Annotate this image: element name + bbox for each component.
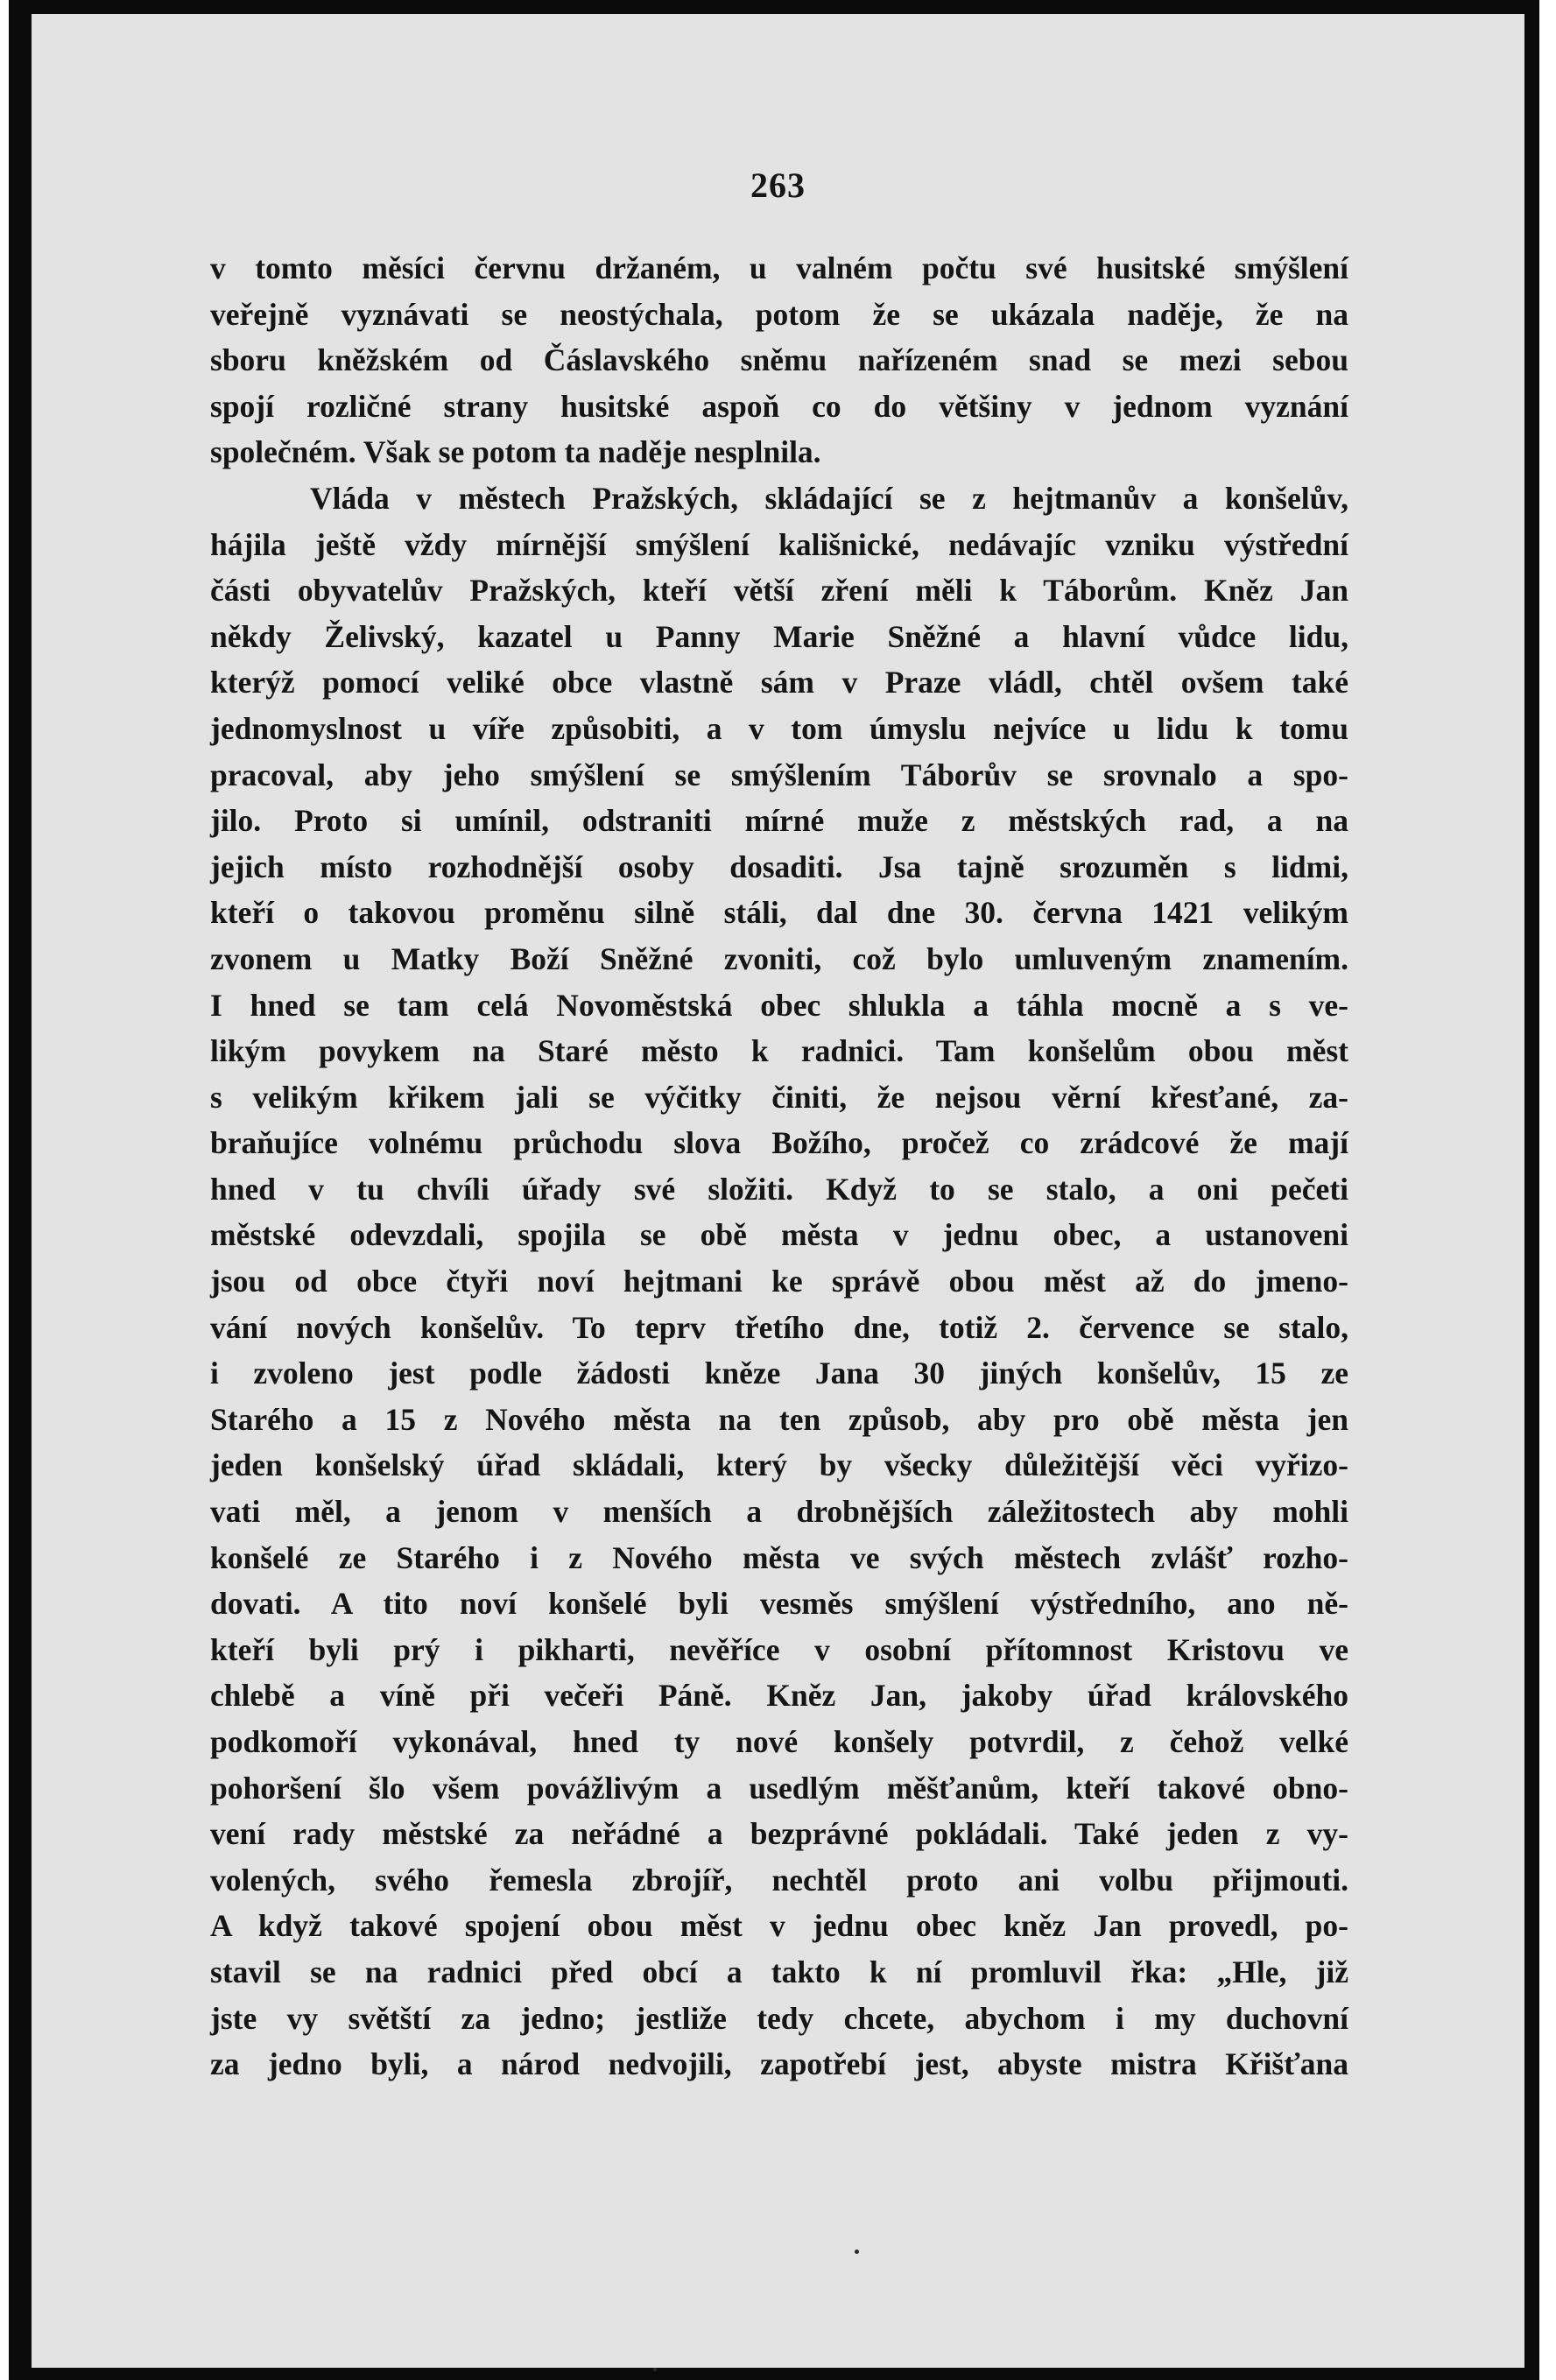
text-line: jeden konšelský úřad skládali, který by všecky důležitější věci vyřizo-	[210, 1447, 1348, 1483]
page-number: 263	[750, 165, 806, 205]
text-line: jste vy světští za jedno; jestliže tedy chcete, abychom i my duchovní	[210, 2000, 1348, 2036]
text-line: konšelé ze Starého i z Nového města ve svých městech zvlášť rozho-	[210, 1539, 1348, 1575]
text-line: i zvoleno jest podle žádosti kněze Jana 30 jiných konšelův, 15 ze	[210, 1355, 1348, 1391]
text-line: veřejně vyznávati se neostýchala, potom že se ukázala naděje, že na	[210, 296, 1348, 332]
book-page	[32, 14, 1524, 2368]
text-line: jsou od obce čtyři noví hejtmani ke správě obou měst až do jmeno-	[210, 1264, 1348, 1299]
paper-speck	[855, 2250, 859, 2254]
text-line: s velikým křikem jali se výčitky činiti, že nejsou věrní křesťané, za-	[210, 1079, 1348, 1115]
text-line: někdy Želivský, kazatel u Panny Marie Sněžné a hlavní vůdce lidu,	[210, 618, 1348, 654]
text-line: pracoval, aby jeho smýšlení se smýšlením Táborův se srovnalo a spo-	[210, 757, 1348, 792]
text-line: volených, svého řemesla zbrojíř, nechtěl proto ani volbu přijmouti.	[210, 1862, 1348, 1898]
text-line: Vláda v městech Pražských, skládající se z hejtmanův a konšelův,	[310, 480, 1348, 516]
text-line: společném. Však se potom ta naděje nesplnila.	[210, 434, 821, 470]
scan-border	[9, 0, 1539, 2380]
text-line: kteří o takovou proměnu silně stáli, dal dne 30. června 1421 velikým	[210, 895, 1348, 931]
text-line: sboru kněžském od Čáslavského sněmu nařízeném snad se mezi sebou	[210, 342, 1348, 378]
text-line: pohoršení šlo všem povážlivým a usedlým měšťanům, kteří takové obno-	[210, 1770, 1348, 1806]
text-line: kteří byli prý i pikharti, nevěříce v osobní přítomnost Kristovu ve	[210, 1631, 1348, 1667]
paper-speck	[653, 2368, 657, 2371]
text-line: hned v tu chvíli úřady své složiti. Když to se stalo, a oni pečeti	[210, 1171, 1348, 1207]
text-line: jilo. Proto si umínil, odstraniti mírné muže z městských rad, a na	[210, 803, 1348, 839]
text-line: hájila ještě vždy mírnější smýšlení kališnické, nedávajíc vzniku výstřední	[210, 526, 1348, 562]
text-line: Starého a 15 z Nového města na ten způsob, aby pro obě města jen	[210, 1401, 1348, 1437]
text-line: městské odevzdali, spojila se obě města v jednu obec, a ustanoveni	[210, 1217, 1348, 1253]
text-line: části obyvatelův Pražských, kteří větší zření měli k Táborům. Kněz Jan	[210, 573, 1348, 609]
text-line: dovati. A tito noví konšelé byli vesměs smýšlení výstředního, ano ně-	[210, 1586, 1348, 1622]
text-line: kterýž pomocí veliké obce vlastně sám v Praze vládl, chtěl ovšem také	[210, 665, 1348, 701]
text-line: jejich místo rozhodnější osoby dosaditi. Jsa tajně srozuměn s lidmi,	[210, 848, 1348, 884]
text-line: spojí rozličné strany husitské aspoň co do většiny v jednom vyznání	[210, 388, 1348, 424]
text-line: braňujíce volnému průchodu slova Božího, pročež co zrádcové že mají	[210, 1125, 1348, 1161]
text-line: v tomto měsíci červnu držaném, u valném počtu své husitské smýšlení	[210, 250, 1348, 285]
text-line: chlebě a víně při večeři Páně. Kněz Jan, jakoby úřad královského	[210, 1678, 1348, 1714]
body-text	[210, 245, 1348, 2088]
text-line: podkomoří vykonával, hned ty nové konšely potvrdil, z čehož velké	[210, 1724, 1348, 1759]
text-line: za jedno byli, a národ nedvojili, zapotřebí jest, abyste mistra Křišťana	[210, 2046, 1348, 2082]
text-line: vati měl, a jenom v menších a drobnějších záležitostech aby mohli	[210, 1494, 1348, 1530]
text-line: zvonem u Matky Boží Sněžné zvoniti, což bylo umluveným znamením.	[210, 940, 1348, 976]
text-line: vání nových konšelův. To teprv třetího dne, totiž 2. července se stalo,	[210, 1309, 1348, 1345]
text-line: jednomyslnost u víře způsobiti, a v tom úmyslu nejvíce u lidu k tomu	[210, 710, 1348, 746]
text-line: A když takové spojení obou měst v jednu obec kněz Jan provedl, po-	[210, 1908, 1348, 1944]
text-line: stavil se na radnici před obcí a takto k ní promluvil řka: „Hle, již	[210, 1954, 1348, 1989]
text-line: vení rady městské za neřádné a bezprávné pokládali. Také jeden z vy-	[210, 1816, 1348, 1852]
text-line: I hned se tam celá Novoměstská obec shlukla a táhla mocně a s ve-	[210, 987, 1348, 1023]
text-line: likým povykem na Staré město k radnici. Tam konšelům obou měst	[210, 1033, 1348, 1069]
